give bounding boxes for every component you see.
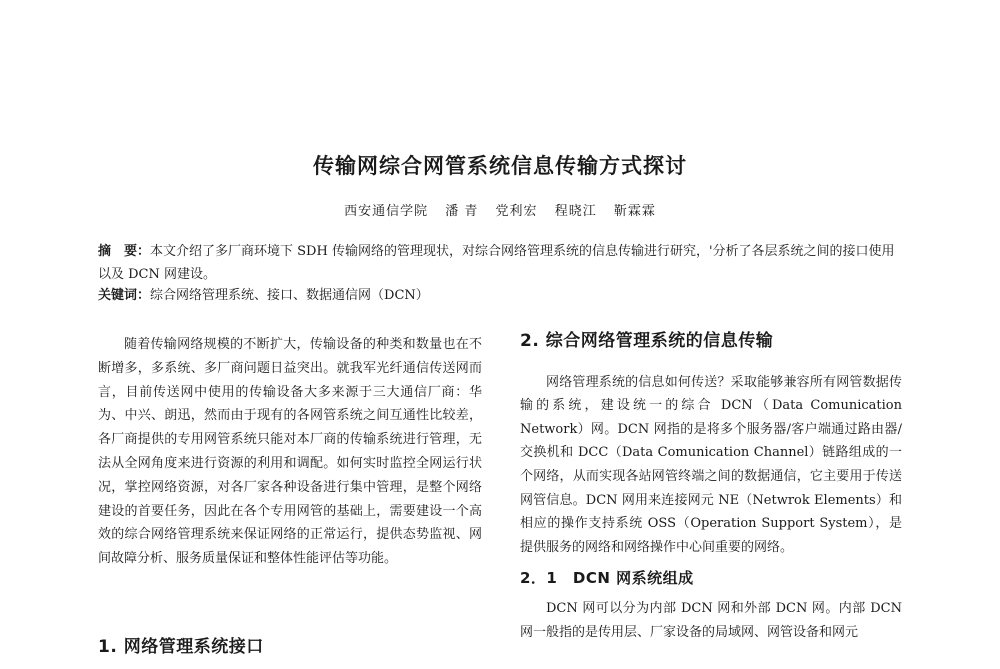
- affiliation: 西安通信学院: [344, 204, 429, 219]
- abstract: [98, 240, 902, 286]
- section2-paragraph: 网络管理系统的信息如何传送？采取能够兼容所有网管数据传输的系统，建设统一的综合 DCN（Data Comunication Network）网。DCN 网指的是将多个服务器/客户端通过路由器/交换机和 DCC（Data Comunication Channel）链路组成的一个网络，从而实现各站网管终端之间的数据通信，它主要用于传送网管信息。DCN 网用来连接网元 NE（Netwrok Elements）和相应的操作支持系统 OSS（Operation Support System），是提供服务的网络和网络操作中心间重要的网络。: [520, 374, 902, 555]
- author-name: 潘 青: [445, 204, 479, 219]
- section1-heading: 1. 网络管理系统接口: [98, 637, 264, 657]
- keywords-label: 关键词：: [98, 288, 151, 303]
- keywords-text: 综合网络管理系统、接口、数据通信网（DCN）: [150, 288, 429, 303]
- intro-paragraph: 随着传输网络规模的不断扩大，传输设备的种类和数量也在不断增多，多系统、多厂商问题日益突出。就我军光纤通信传送网而言，目前传送网中使用的传输设备大多来源于三大通信厂商：华为、中兴、朗迅，然而由于现有的各网管系统之间互通性比较差，各厂商提供的专用网管系统只能对本厂商的传输系统进行管理，无法从全网角度来进行资源的利用和调配。如何实时监控全网运行状况，掌控网络资源，对各厂家各种设备进行集中管理，是整个网络建设的首要任务，因此在各个专用网管的基础上，需要建设一个高效的综合网络管理系统来保证网络的正常运行，提供态势监视、网间故障分析、服务质量保证和整体性能评估等功能。: [98, 337, 482, 567]
- author-line: [0, 200, 1000, 219]
- subsection-heading: 2．1 DCN 网系统组成: [520, 569, 694, 588]
- left-column: [98, 333, 482, 571]
- subsection-paragraph: DCN 网可以分为内部 DCN 网和外部 DCN 网。内部 DCN 网一般指的是传用层、厂家设备的局域网、网管设备和网元: [520, 600, 902, 640]
- author-name: 党利宏: [495, 204, 538, 219]
- author-name: 靳霖霖: [613, 204, 656, 219]
- paper-title: 传输网综合网管系统信息传输方式探讨: [313, 154, 687, 178]
- right-column: [520, 330, 902, 644]
- section2-heading: 2. 综合网络管理系统的信息传输: [520, 331, 774, 351]
- keywords: [98, 286, 902, 306]
- abstract-label: 摘 要：: [98, 244, 151, 259]
- author-name: 程晓江: [554, 204, 597, 219]
- abstract-text: 本文介绍了多厂商环境下 SDH 传输网络的管理现状，对综合网络管理系统的信息传输进行研究，'分析了各层系统之间的接口使用以及 DCN 网建设。: [98, 244, 895, 282]
